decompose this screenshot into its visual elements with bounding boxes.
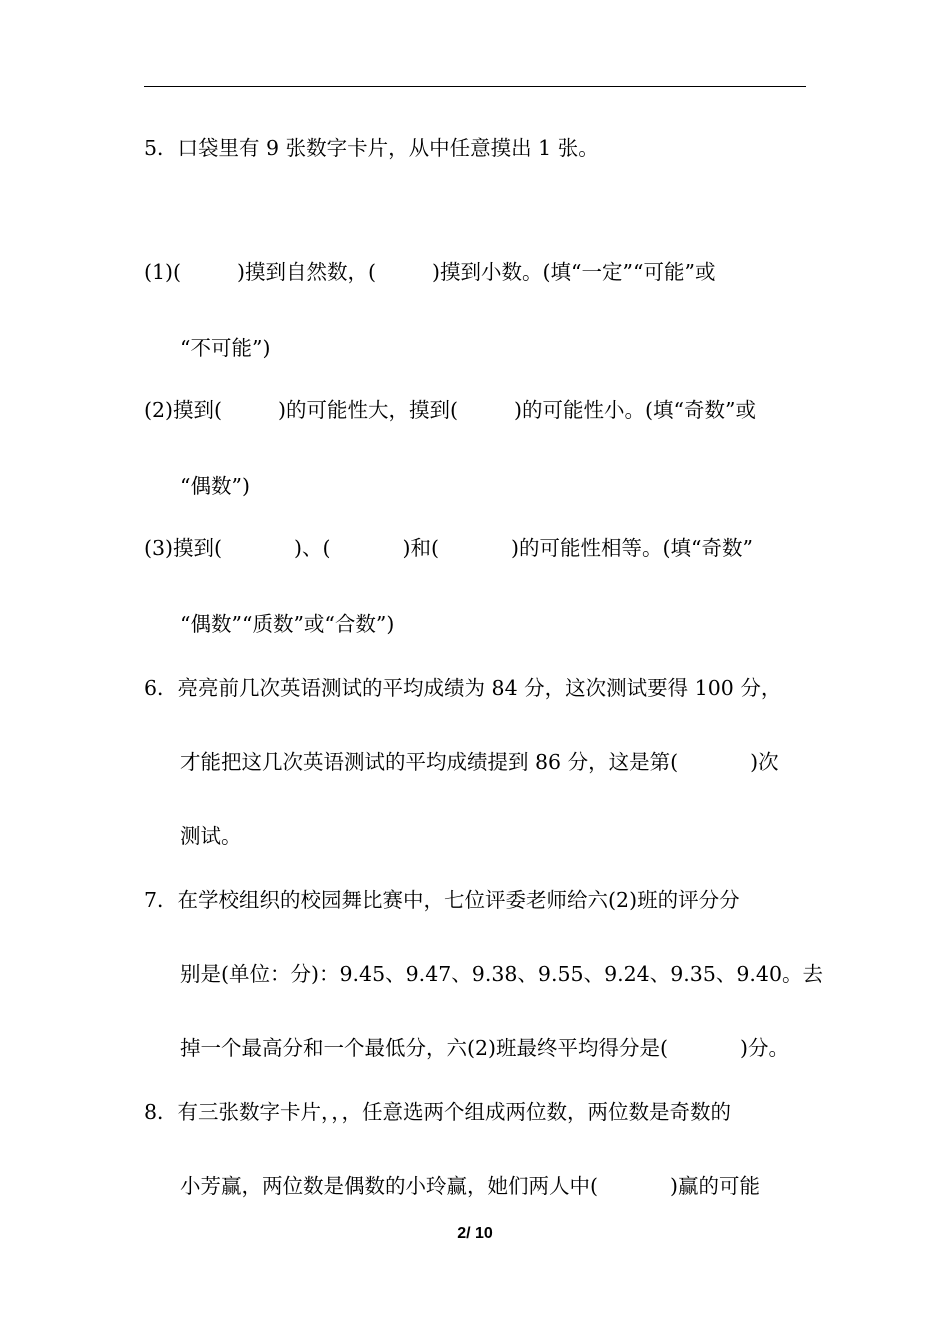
q7-line3 <box>180 1034 850 1062</box>
q7-line2-text: 别是(单位：分)：9.45、9.47、9.38、9.55、9.24、9.35、9.40。去 <box>180 962 824 986</box>
q5-part2-text-c: )的可能性小。(填“奇数”或 <box>514 398 757 422</box>
q5-part2-cont <box>180 472 850 500</box>
q5-part1-cont <box>180 334 850 362</box>
q5-part2-text-b: )的可能性大，摸到( <box>278 398 459 422</box>
q6-line3-text: 测试。 <box>180 824 242 848</box>
header-rule <box>144 86 806 87</box>
q5-part3-text-c: )和( <box>402 536 440 560</box>
q7-line1 <box>144 886 814 914</box>
q6-line2-text-b: )次 <box>750 750 779 774</box>
q5-part3-text-a: (3)摸到( <box>144 536 223 560</box>
page-number: 2/ 10 <box>457 1225 493 1242</box>
q6-line2 <box>180 748 850 776</box>
q5-part3-text-d: )的可能性相等。(填“奇数” <box>511 536 754 560</box>
q6-line1 <box>144 674 814 702</box>
q7-line3-text-a: 掉一个最高分和一个最低分，六(2)班最终平均得分是( <box>180 1036 669 1060</box>
q6-line3 <box>180 822 850 850</box>
q8-line2-text-b: )赢的可能 <box>670 1174 760 1198</box>
q5-part3-text-b: )、( <box>294 536 331 560</box>
q5-part1-text-a: (1)( <box>144 260 182 284</box>
q8-line1 <box>144 1098 814 1126</box>
q6-line2-text-a: 才能把这几次英语测试的平均成绩提到 86 分，这是第( <box>180 750 679 774</box>
q5-part2 <box>144 396 814 424</box>
q5-stem-text: 5．口袋里有 9 张数字卡片，从中任意摸出 1 张。 <box>144 136 599 160</box>
q5-stem <box>144 134 814 162</box>
q5-part3-cont <box>180 610 850 638</box>
q5-part1-text-b: )摸到自然数，( <box>237 260 377 284</box>
q7-line2 <box>180 960 850 988</box>
q5-part3 <box>144 534 814 562</box>
q5-part2-cont-text: “偶数”) <box>180 474 250 498</box>
q7-line3-text-b: )分。 <box>740 1036 790 1060</box>
q6-line1-text: 6．亮亮前几次英语测试的平均成绩为 84 分，这次测试要得 100 分， <box>144 676 782 700</box>
q5-part3-cont-text: “偶数”“质数”或“合数”) <box>180 612 395 636</box>
q8-line2-text-a: 小芳赢，两位数是偶数的小玲赢，她们两人中( <box>180 1174 598 1198</box>
q8-line1-text: 8．有三张数字卡片，，，任意选两个组成两位数，两位数是奇数的 <box>144 1100 732 1124</box>
q5-part1 <box>144 258 814 286</box>
q8-line2 <box>180 1172 850 1200</box>
q7-line1-text: 7．在学校组织的校园舞比赛中，七位评委老师给六(2)班的评分分 <box>144 888 740 912</box>
q5-part1-text-c: )摸到小数。(填“一定”“可能”或 <box>432 260 716 284</box>
q5-part2-text-a: (2)摸到( <box>144 398 223 422</box>
q5-part1-cont-text: “不可能”) <box>180 336 271 360</box>
